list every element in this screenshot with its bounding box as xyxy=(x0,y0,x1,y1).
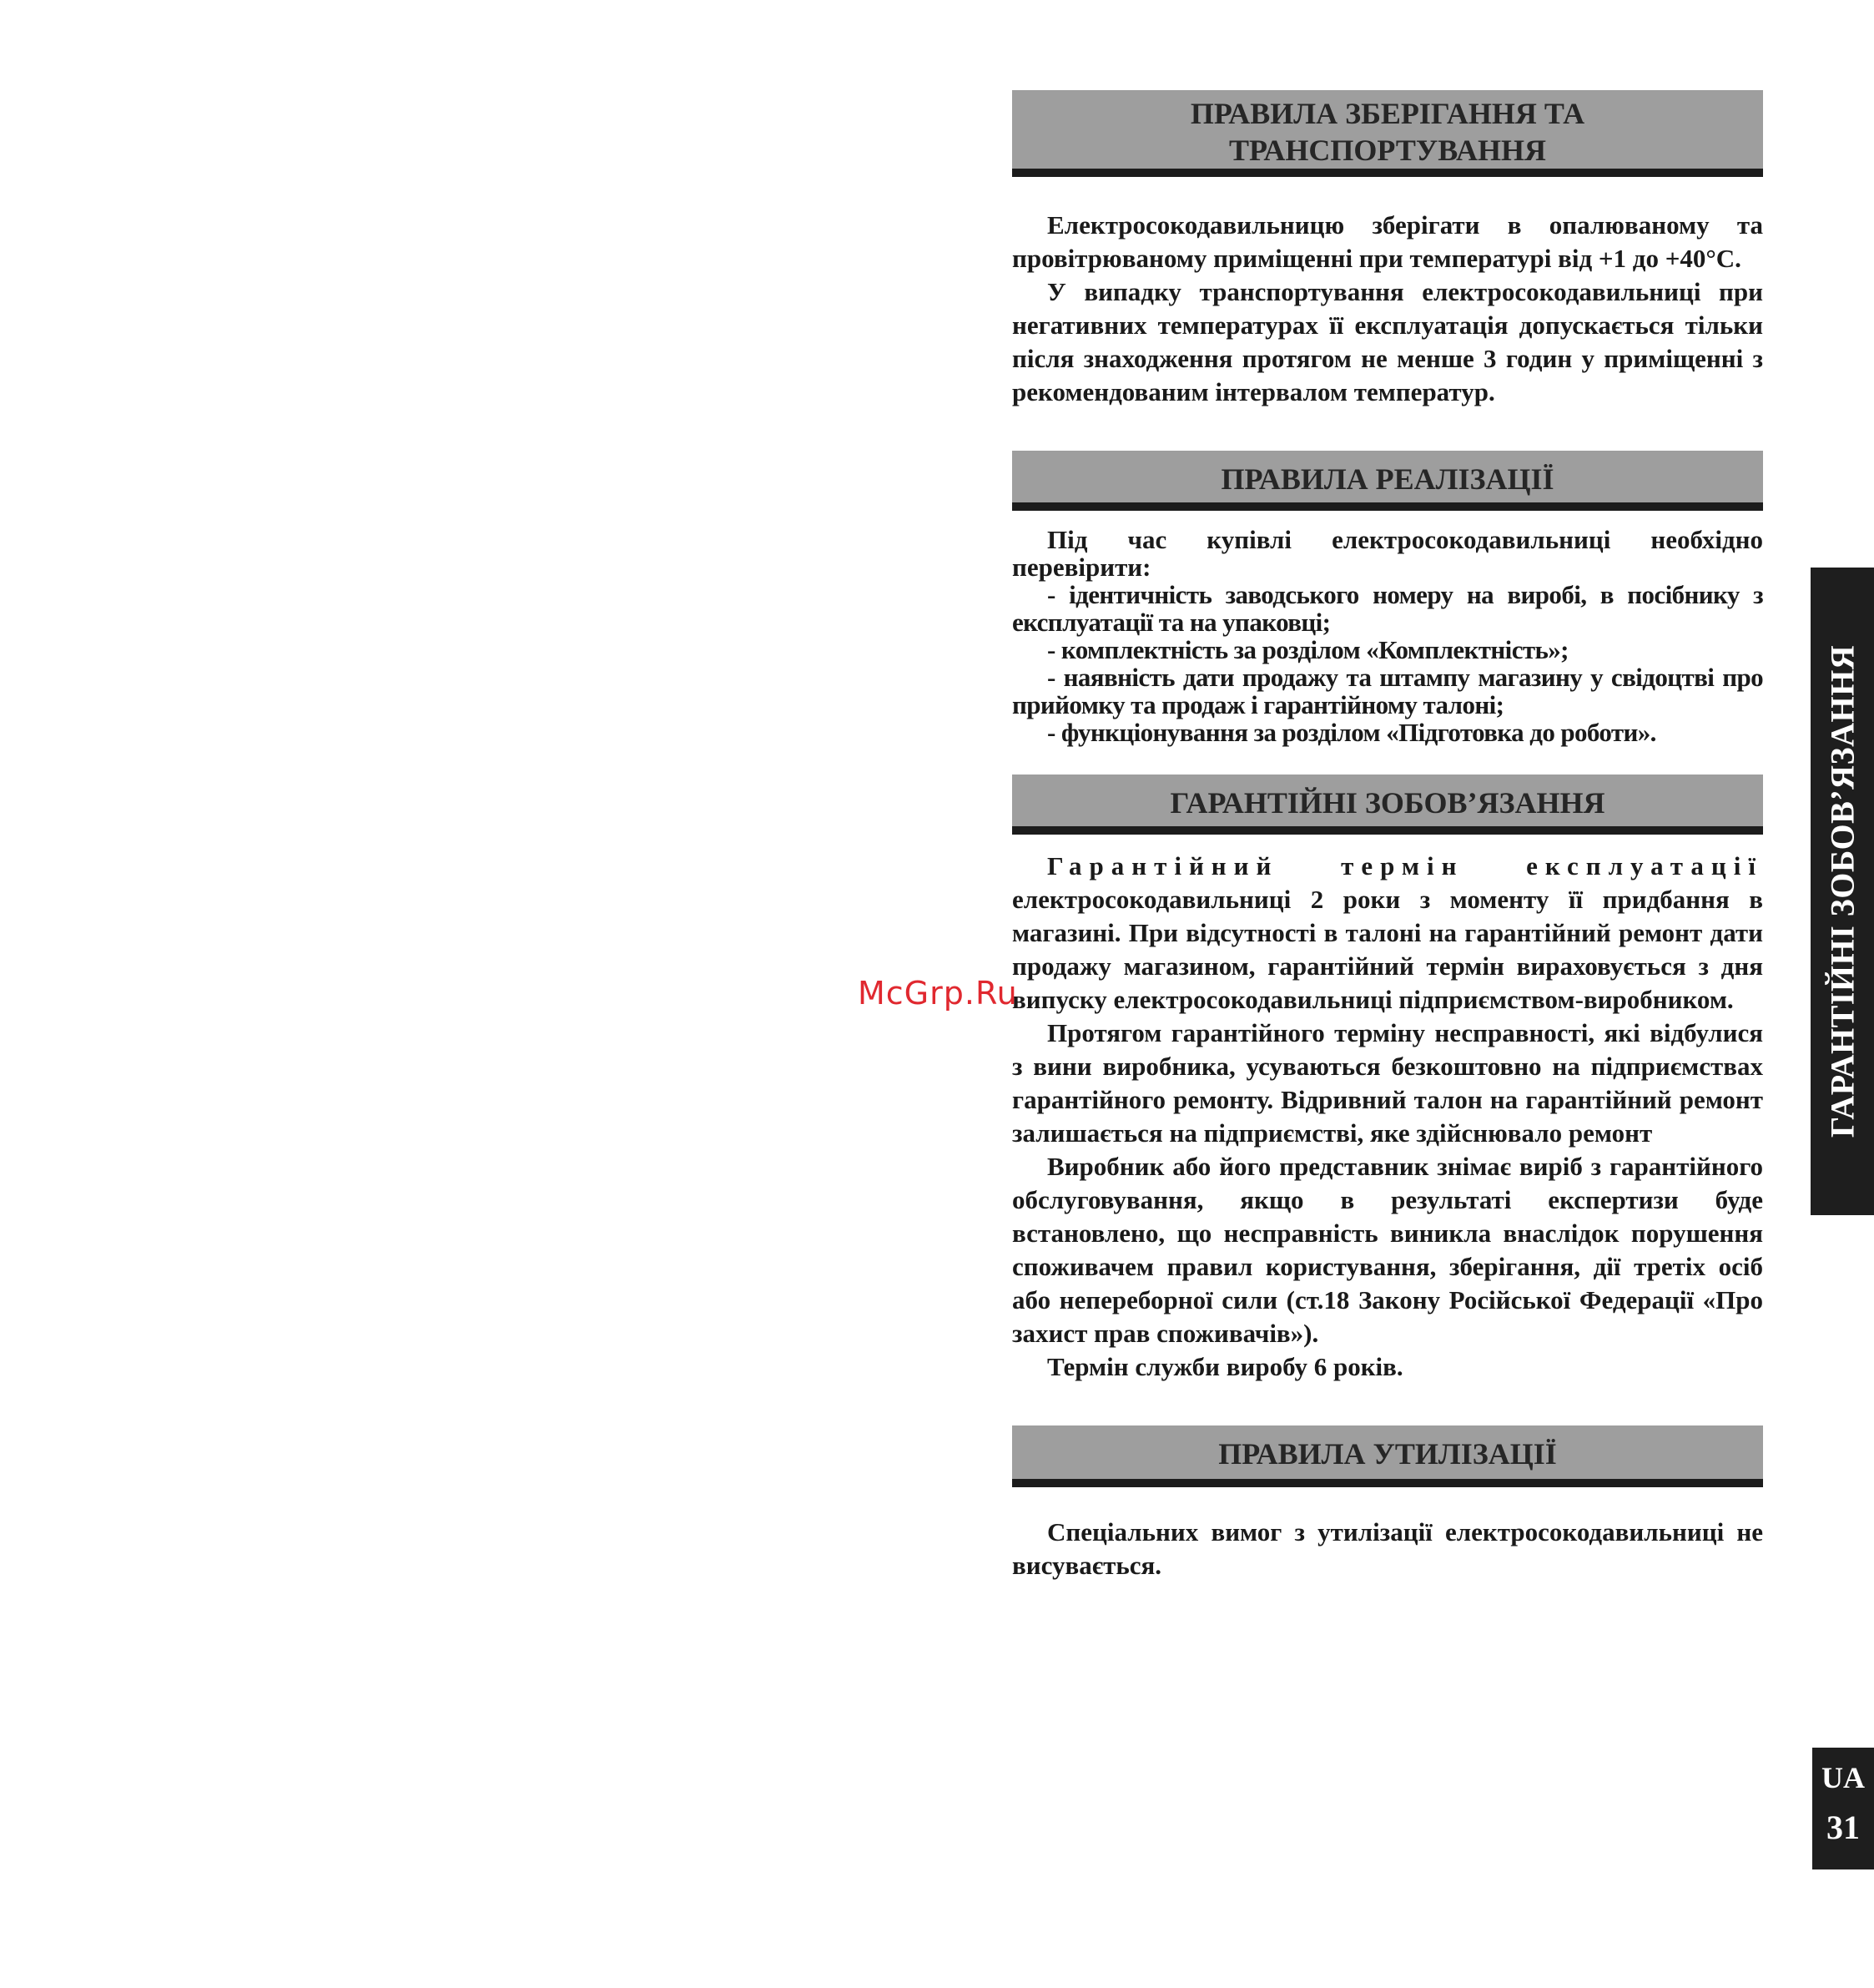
sale-title: ПРАВИЛА РЕАЛІЗАЦІЇ xyxy=(1221,462,1554,496)
side-section-tab xyxy=(1811,568,1874,1215)
storage-paragraph-2: У випадку транспортування електросокодавильниці при негативних температурах її експлуатація допускається тільки після знаходження протягом не менше 3 годин у приміщенні з рекомендованим інтервалом температур. xyxy=(1012,277,1763,406)
warranty-paragraph-1 xyxy=(1012,850,1763,1017)
sale-list-item: - функціонування за розділом «Підготовка до роботи». xyxy=(1047,718,1656,747)
warranty-paragraph-1-rest: електросокодавильниці 2 роки з моменту її придбання в магазині. При відсутності в талоні на гарантійний ремонт дати продажу магазином, гарантійний термін вираховується з дня випуску електросокодавильниці підприємством-виробником. xyxy=(1012,885,1763,1014)
storage-paragraph-1: Електросокодавильницю зберігати в опалюваному та провітрюваному приміщенні при температурі від +1 до +40°С. xyxy=(1012,210,1763,273)
warranty-paragraph-1-lead: Гарантійний термін експлуатації xyxy=(1047,851,1763,880)
disposal-section-header xyxy=(1012,1425,1763,1487)
storage-title-line1: ПРАВИЛА ЗБЕРІГАННЯ ТА xyxy=(1190,97,1585,130)
watermark: McGrp.Ru xyxy=(858,975,1018,1012)
sale-intro: Під час купівлі електросокодавильниці необхідно перевірити: xyxy=(1012,525,1763,582)
disposal-title: ПРАВИЛА УТИЛІЗАЦІЇ xyxy=(1218,1437,1557,1471)
sale-list-item: - ідентичність заводського номеру на виробі, в посібнику з експлуатації та на упаковці; xyxy=(1012,580,1763,637)
warranty-paragraph-3: Виробник або його представник знімає виріб з гарантійного обслуговування, якщо в результаті експертизи буде встановлено, що несправність виникла внаслідок порушення споживачем правил користування, зберігання, дії третіх осіб або непереборної сили (ст.18 Закону Російської Федерації «Про захист прав споживачів»). xyxy=(1012,1152,1763,1348)
warranty-section-header xyxy=(1012,775,1763,835)
storage-section-header xyxy=(1012,90,1763,177)
sale-list-item: - комплектність за розділом «Комплектність»; xyxy=(1047,635,1569,664)
page-badge xyxy=(1812,1748,1874,1869)
sale-list-item: - наявність дати продажу та штампу магазину у свідоцтві про прийомку та продаж і гарантійному талоні; xyxy=(1012,663,1763,719)
language-code: UA xyxy=(1821,1761,1865,1794)
warranty-paragraph-2: Протягом гарантійного терміну несправності, які відбулися з вини виробника, усуваються безкоштовно на підприємствах гарантійного ремонту. Відривний талон на гарантійний ремонт залишається на підприємстві, яке здійснювало ремонт xyxy=(1012,1018,1763,1148)
warranty-paragraph-4: Термін служби виробу 6 років. xyxy=(1047,1352,1403,1381)
page-number: 31 xyxy=(1826,1809,1860,1846)
side-tab-label: ГАРАНТІЙНІ ЗОБОВ’ЯЗАННЯ xyxy=(1823,644,1861,1138)
warranty-title: ГАРАНТІЙНІ ЗОБОВ’ЯЗАННЯ xyxy=(1170,786,1605,820)
content-column xyxy=(1012,90,1763,1582)
disposal-paragraph: Спеціальних вимог з утилізації електросокодавильниці не висувається. xyxy=(1012,1517,1763,1580)
storage-title-line2: ТРАНСПОРТУВАННЯ xyxy=(1228,134,1546,167)
sale-section-header xyxy=(1012,451,1763,511)
